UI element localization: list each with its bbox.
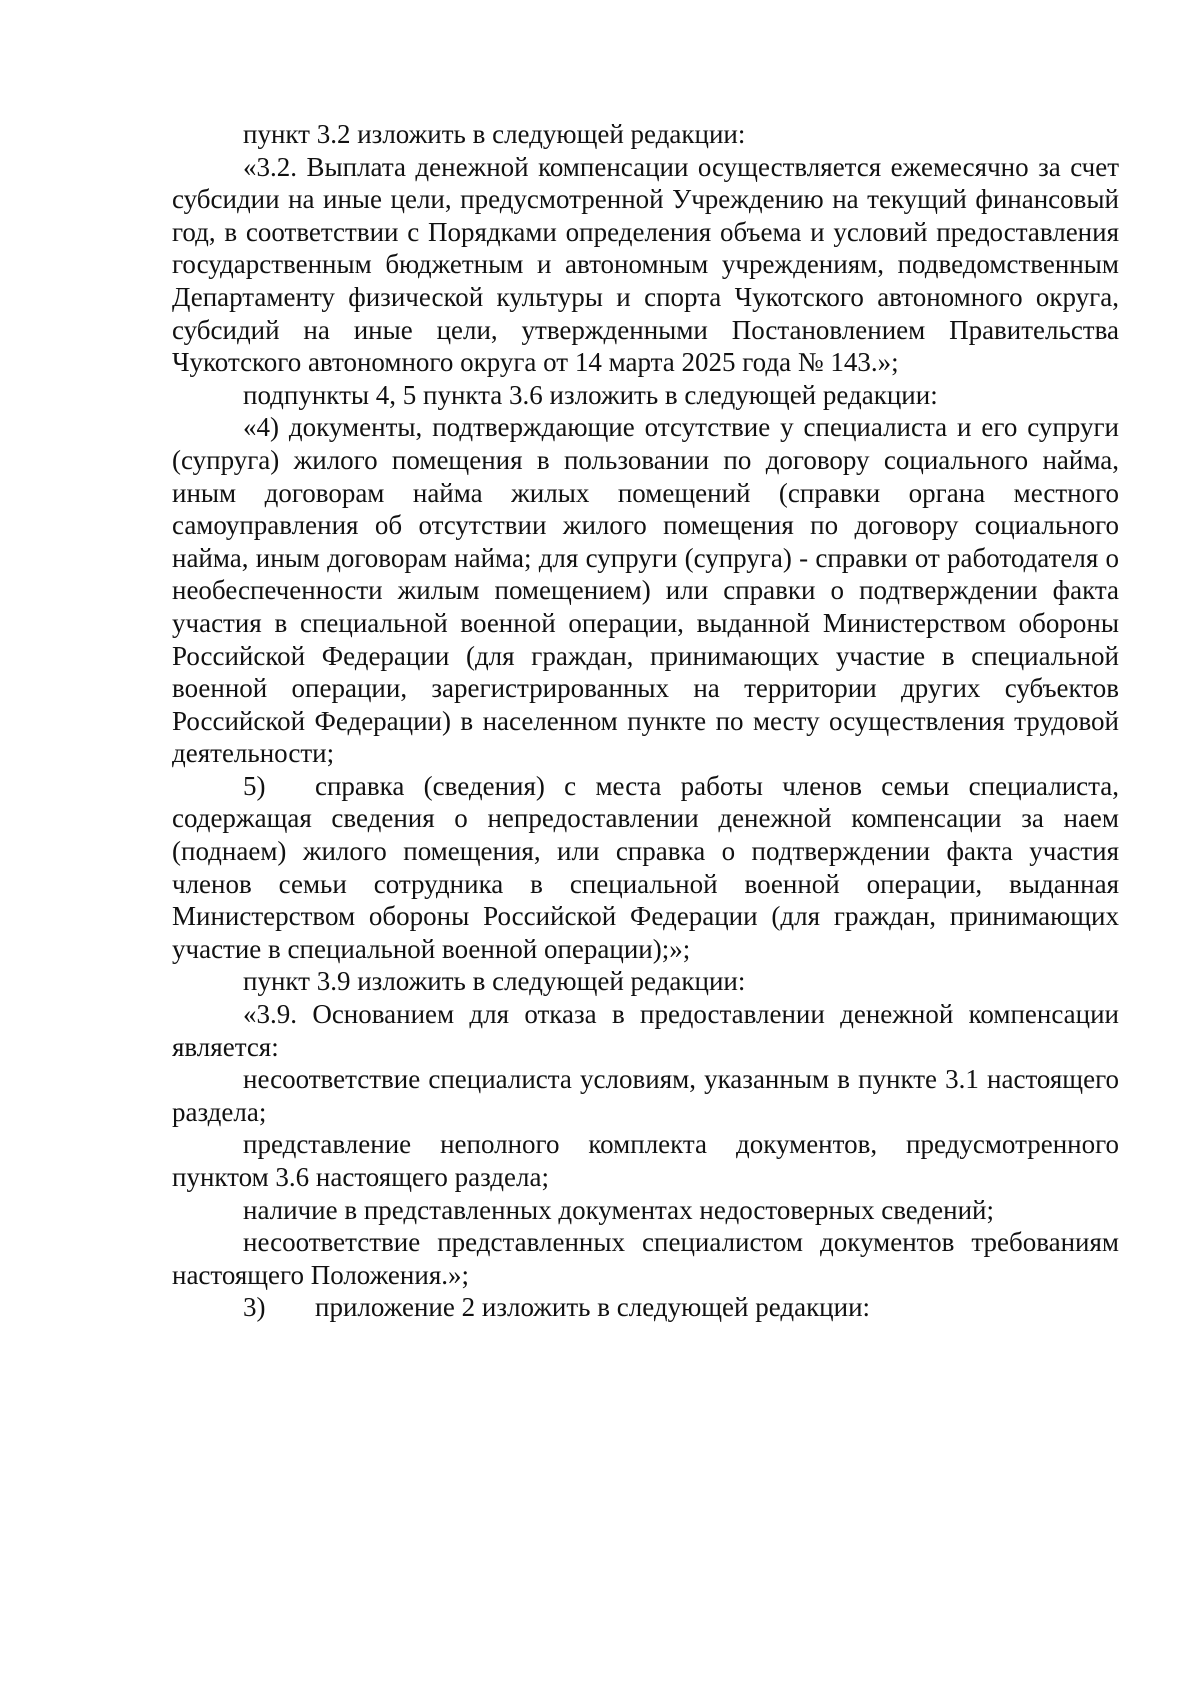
paragraph-refusal-reason-3: наличие в представленных документах недостоверных сведений; — [243, 1194, 995, 1225]
paragraph-3-9-text: «3.9. Основанием для отказа в предоставлении денежной компенсации является: — [172, 999, 1119, 1062]
paragraph-amend-3-9: пункт 3.9 изложить в следующей редакции: — [243, 966, 746, 997]
paragraph-refusal-reason-4: несоответствие представленных специалистом документов требованиям настоящего Положения.»; — [172, 1227, 1119, 1290]
subitem-5-number: 5) — [243, 770, 266, 801]
item-3-text: приложение 2 изложить в следующей редакции: — [315, 1292, 871, 1323]
paragraph-subitem-5 — [172, 770, 1119, 966]
paragraph-amend-3-2: пункт 3.2 изложить в следующей редакции: — [243, 119, 746, 149]
subitem-5-text: справка (сведения) с места работы членов семьи специалиста, содержащая сведения о непредоставлении денежной компенсации за наем (поднаем) жилого помещения, или справка о подтверждении факта участия членов семьи сотрудника в специальной военной операции, выданная Министерством обороны Российской Федерации (для граждан, принимающих участие в специальной военной операции);»; — [172, 770, 1119, 964]
paragraph-item-3 — [172, 1291, 1119, 1324]
paragraph-3-2-text: «3.2. Выплата денежной компенсации осуществляется ежемесячно за счет субсидии на иные цели, предусмотренной Учреждению на текущий финансовый год, в соответствии с Порядками определения объема и условий предоставления государственным бюджетным и автономным учреждениям, подведомственным Департаменту физической культуры и спорта Чукотского автономного округа, субсидий на иные цели, утвержденными Постановлением Правительства Чукотского автономного округа от 14 марта 2025 года № 143.»; — [172, 151, 1119, 378]
item-3-number: 3) — [243, 1292, 266, 1323]
paragraph-amend-3-6: подпункты 4, 5 пункта 3.6 изложить в следующей редакции: — [243, 379, 938, 410]
paragraph-subitem-4: «4) документы, подтверждающие отсутствие у специалиста и его супруги (супруга) жилого помещения в пользовании по договору социального найма, иным договорам найма жилых помещений (справки органа местного самоуправления об отсутствии жилого помещения по договору социального найма, иным договорам найма; для супруги (супруга) - справки от работодателя о необеспеченности жилым помещением) или справки о подтверждении факта участия в специальной военной операции, выданной Министерством обороны Российской Федерации (для граждан, принимающих участие в специальной военной операции, зарегистрированных на территории других субъектов Российской Федерации) в населенном пункте по месту осуществления трудовой деятельности; — [172, 412, 1119, 769]
document-page — [172, 118, 1119, 1324]
paragraph-refusal-reason-1: несоответствие специалиста условиям, указанным в пункте 3.1 настоящего раздела; — [172, 1064, 1119, 1127]
paragraph-refusal-reason-2: представление неполного комплекта документов, предусмотренного пунктом 3.6 настоящего раздела; — [172, 1129, 1119, 1192]
